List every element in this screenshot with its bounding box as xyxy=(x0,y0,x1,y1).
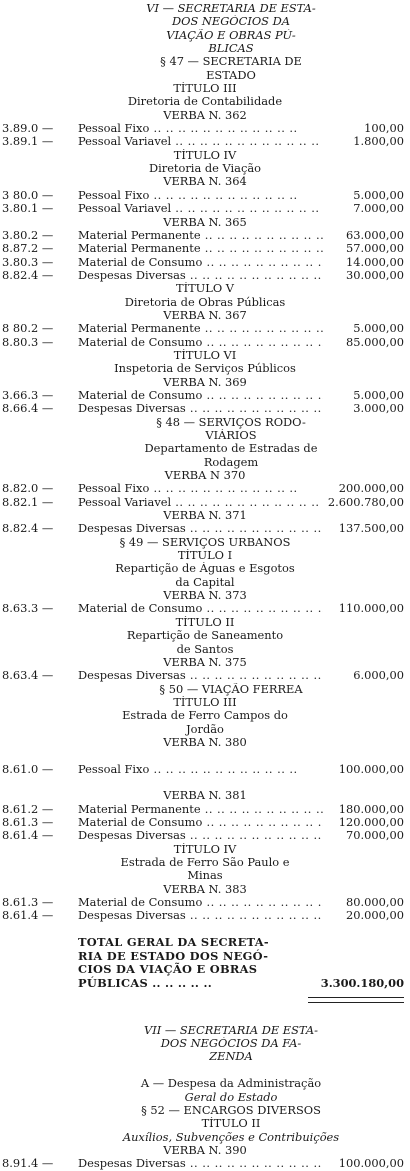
verba-heading: VERBA N. 367 xyxy=(163,308,247,322)
entry-description: Despesas Diversas .. .. xyxy=(78,522,323,535)
titulo-heading: TÍTULO IV xyxy=(173,842,237,856)
entry-value: 180.000,00 xyxy=(338,801,404,816)
total-value: 3.300.180,00 xyxy=(320,976,404,991)
titulo-heading: TÍTULO III xyxy=(173,82,237,96)
entry-code: 8.63.3 — xyxy=(2,601,54,616)
budget-entry xyxy=(0,402,410,415)
despesa-heading: Geral do Estado xyxy=(184,1090,278,1104)
entry-code: 8.66.4 — xyxy=(2,401,54,416)
total-label: TOTAL GERAL DA SECRETA- xyxy=(78,935,269,950)
budget-document xyxy=(0,2,410,1171)
entry-description: Material de Consumo .. .. xyxy=(78,389,323,402)
entry-description: Pessoal Fixo .. .. xyxy=(78,763,323,776)
section-heading: § 49 — SERVIÇOS URBANOS xyxy=(119,535,291,549)
budget-entry xyxy=(0,336,410,349)
budget-entry xyxy=(0,482,410,495)
section-heading: § 52 — ENCARGOS DIVERSOS xyxy=(141,1103,321,1117)
total-label: CIOS DA VIAÇÃO E OBRAS xyxy=(78,962,258,977)
secretaria-heading: ZENDA xyxy=(209,1050,253,1064)
orgao-name: Diretoria de Contabilidade xyxy=(127,95,283,109)
entry-code: 3.80.1 — xyxy=(2,201,54,216)
despesa-heading: A — Despesa da Administração xyxy=(140,1077,322,1091)
entry-value: 70.000,00 xyxy=(346,828,404,843)
verba-heading: VERBA N. 380 xyxy=(163,735,247,749)
entry-code: 8.63.4 — xyxy=(2,668,54,683)
entry-description: Material de Consumo .. .. xyxy=(78,336,323,349)
orgao-name: Diretoria de Obras Públicas xyxy=(124,295,286,309)
titulo-heading: TÍTULO II xyxy=(175,615,235,629)
titulo-heading: TÍTULO IV xyxy=(173,148,237,162)
entry-value: 100.000,00 xyxy=(338,1156,404,1171)
budget-entry xyxy=(0,122,410,135)
section-heading: § 47 — SECRETARIA DE xyxy=(160,55,302,69)
budget-entry xyxy=(0,256,410,269)
entry-code: 3.66.3 — xyxy=(2,387,54,402)
budget-entry xyxy=(0,269,410,282)
entry-code: 8.61.3 — xyxy=(2,814,54,829)
verba-heading: VERBA N. 365 xyxy=(163,215,247,229)
budget-entry xyxy=(0,202,410,215)
budget-entry xyxy=(0,135,410,148)
entry-description: Material de Consumo .. .. xyxy=(78,896,323,909)
entry-value: 20.000,00 xyxy=(346,908,404,923)
entry-value: 14.000,00 xyxy=(346,254,404,269)
entry-value: 63.000,00 xyxy=(346,227,404,242)
secretaria-heading: VI — SECRETARIA DE ESTA- xyxy=(146,2,316,15)
entry-description: Pessoal Fixo .. .. xyxy=(78,482,323,495)
secretaria-heading: VII — SECRETARIA DE ESTA- xyxy=(144,1023,318,1037)
orgao-name: Estrada de Ferro Campos do xyxy=(122,709,288,723)
entry-description: Material de Consumo .. .. xyxy=(78,602,323,615)
verba-heading: VERBA N. 371 xyxy=(163,509,247,523)
entry-description: Despesas Diversas .. .. xyxy=(78,269,323,282)
section-heading: ESTADO xyxy=(206,68,256,82)
verba-heading: VERBA N. 364 xyxy=(163,175,247,189)
entry-description: Despesas Diversas .. .. xyxy=(78,909,323,922)
orgao-name: de Santos xyxy=(176,642,234,656)
entry-value: 110.000,00 xyxy=(338,601,404,616)
entry-code: 3.80.2 — xyxy=(2,227,54,242)
entry-description: Despesas Diversas .. .. xyxy=(78,669,323,682)
entry-code: 8.61.4 — xyxy=(2,828,54,843)
secretaria-heading: BLICAS xyxy=(208,42,254,56)
titulo-heading: TÍTULO I xyxy=(177,549,233,563)
orgao-name: Rodagem xyxy=(203,455,259,469)
total-label: PÚBLICAS .. .. .. .. .. xyxy=(78,975,212,990)
orgao-name: Minas xyxy=(187,869,223,883)
orgao-name: Repartição de Saneamento xyxy=(126,629,284,643)
secretaria-heading: DOS NEGÓCIOS DA xyxy=(172,15,290,29)
entry-description: Pessoal Variavel .. .. xyxy=(78,202,323,215)
titulo-heading: TÍTULO II xyxy=(201,1117,261,1131)
total-rule xyxy=(308,997,404,998)
entry-value: 30.000,00 xyxy=(346,267,404,282)
orgao-name: Repartição de Águas e Esgotos xyxy=(115,562,295,576)
entry-description: Material Permanente .. .. xyxy=(78,229,323,242)
entry-description: Material Permanente .. .. xyxy=(78,803,323,816)
entry-value: 7.000,00 xyxy=(353,201,404,216)
orgao-name: Departamento de Estradas de xyxy=(144,442,318,456)
entry-code: 3.89.1 — xyxy=(2,134,54,149)
budget-entry xyxy=(0,322,410,335)
entry-value: 120.000,00 xyxy=(338,814,404,829)
entry-description: Despesas Diversas .. .. xyxy=(78,402,323,415)
entry-value: 5.000,00 xyxy=(353,321,404,336)
section-heading: § 48 — SERVIÇOS RODO- xyxy=(156,415,306,429)
budget-entry xyxy=(0,909,410,922)
budget-entry xyxy=(0,229,410,242)
entry-value: 137.500,00 xyxy=(338,521,404,536)
entry-code: 3.89.0 — xyxy=(2,121,54,136)
total-rule xyxy=(308,1002,404,1003)
entry-value: 100.000,00 xyxy=(338,761,404,776)
total-label: RIA DE ESTADO DOS NEGÓ- xyxy=(78,948,269,963)
entry-code: 8.80.3 — xyxy=(2,334,54,349)
verba-heading: VERBA N. 375 xyxy=(163,655,247,669)
entry-value: 85.000,00 xyxy=(346,334,404,349)
verba-heading: VERBA N. 381 xyxy=(163,789,247,803)
titulo-heading: TÍTULO V xyxy=(175,282,235,296)
section-heading: VIÁRIOS xyxy=(205,429,257,442)
budget-entry xyxy=(0,522,410,535)
entry-description: Material Permanente .. .. xyxy=(78,242,323,255)
budget-entry xyxy=(0,803,410,816)
verba-heading: VERBA N. 383 xyxy=(163,882,247,896)
orgao-name: Estrada de Ferro São Paulo e xyxy=(120,856,290,869)
budget-entry xyxy=(0,242,410,255)
entry-value: 57.000,00 xyxy=(346,241,404,256)
total-geral-block xyxy=(0,936,303,990)
entry-description: Material de Consumo .. .. xyxy=(78,816,323,829)
entry-description: Pessoal Fixo .. .. xyxy=(78,122,323,135)
verba-heading: VERBA N 370 xyxy=(164,469,246,483)
orgao-name: Diretoria de Viação xyxy=(148,162,262,176)
entry-code: 8.82.4 — xyxy=(2,521,54,536)
verba-heading: VERBA N. 369 xyxy=(163,375,247,389)
titulo-heading: TÍTULO VI xyxy=(173,348,237,362)
verba-heading: VERBA N. 373 xyxy=(163,589,247,603)
entry-code: 8.61.4 — xyxy=(2,908,54,923)
entry-description: Pessoal Variavel .. .. xyxy=(78,496,323,509)
entry-code: 3.80.3 — xyxy=(2,254,54,269)
budget-entry xyxy=(0,763,410,776)
orgao-name: da Capital xyxy=(175,575,235,589)
budget-entry xyxy=(0,829,410,842)
titulo-heading: TÍTULO III xyxy=(173,695,237,709)
section-heading: § 50 — VIAÇÃO FERREA xyxy=(159,682,303,696)
entry-value: 5.000,00 xyxy=(353,187,404,202)
entry-description: Despesas Diversas .. .. xyxy=(78,829,323,842)
entry-value: 80.000,00 xyxy=(346,895,404,910)
orgao-name: Auxílios, Subvenções e Contribuições xyxy=(122,1130,340,1144)
entry-description: Pessoal Fixo .. .. xyxy=(78,189,323,202)
entry-code: 3 80.0 — xyxy=(2,187,54,202)
entry-code: 8.87.2 — xyxy=(2,241,54,256)
entry-code: 8.82.1 — xyxy=(2,494,54,509)
entry-description: Material Permanente .. .. xyxy=(78,322,323,335)
entry-value: 3.000,00 xyxy=(353,401,404,416)
entry-description: Material de Consumo .. .. xyxy=(78,256,323,269)
budget-entry xyxy=(0,496,410,509)
entry-code: 8 80.2 — xyxy=(2,321,54,336)
entry-description: Despesas Diversas .. .. xyxy=(78,1157,323,1170)
orgao-name: Jordão xyxy=(186,722,224,736)
entry-code: 8.91.4 — xyxy=(2,1156,54,1171)
entry-code: 8.82.4 — xyxy=(2,267,54,282)
orgao-name: Inspetoria de Serviços Públicos xyxy=(114,362,296,376)
secretaria-heading: VIAÇÃO E OBRAS PÚ- xyxy=(166,28,296,42)
budget-entry xyxy=(0,896,410,909)
entry-value: 1.800,00 xyxy=(353,134,404,149)
entry-code: 8.61.3 — xyxy=(2,895,54,910)
entry-value: 2.600.780,00 xyxy=(327,494,404,509)
entry-value: 6.000,00 xyxy=(353,668,404,683)
verba-heading: VERBA N. 390 xyxy=(163,1143,247,1157)
secretaria-heading: DOS NEGÓCIOS DA FA- xyxy=(160,1037,302,1051)
budget-entry xyxy=(0,669,410,682)
entry-value: 100,00 xyxy=(364,121,404,136)
entry-code: 8.61.2 — xyxy=(2,801,54,816)
entry-value: 5.000,00 xyxy=(353,387,404,402)
entry-description: Pessoal Variavel .. .. xyxy=(78,135,323,148)
entry-code: 8.82.0 — xyxy=(2,481,54,496)
budget-entry xyxy=(0,1157,410,1170)
entry-value: 200.000,00 xyxy=(338,481,404,496)
verba-heading: VERBA N. 362 xyxy=(163,108,247,122)
budget-entry xyxy=(0,816,410,829)
budget-entry xyxy=(0,602,410,615)
entry-code: 8.61.0 — xyxy=(2,761,54,776)
budget-entry xyxy=(0,389,410,402)
budget-entry xyxy=(0,189,410,202)
